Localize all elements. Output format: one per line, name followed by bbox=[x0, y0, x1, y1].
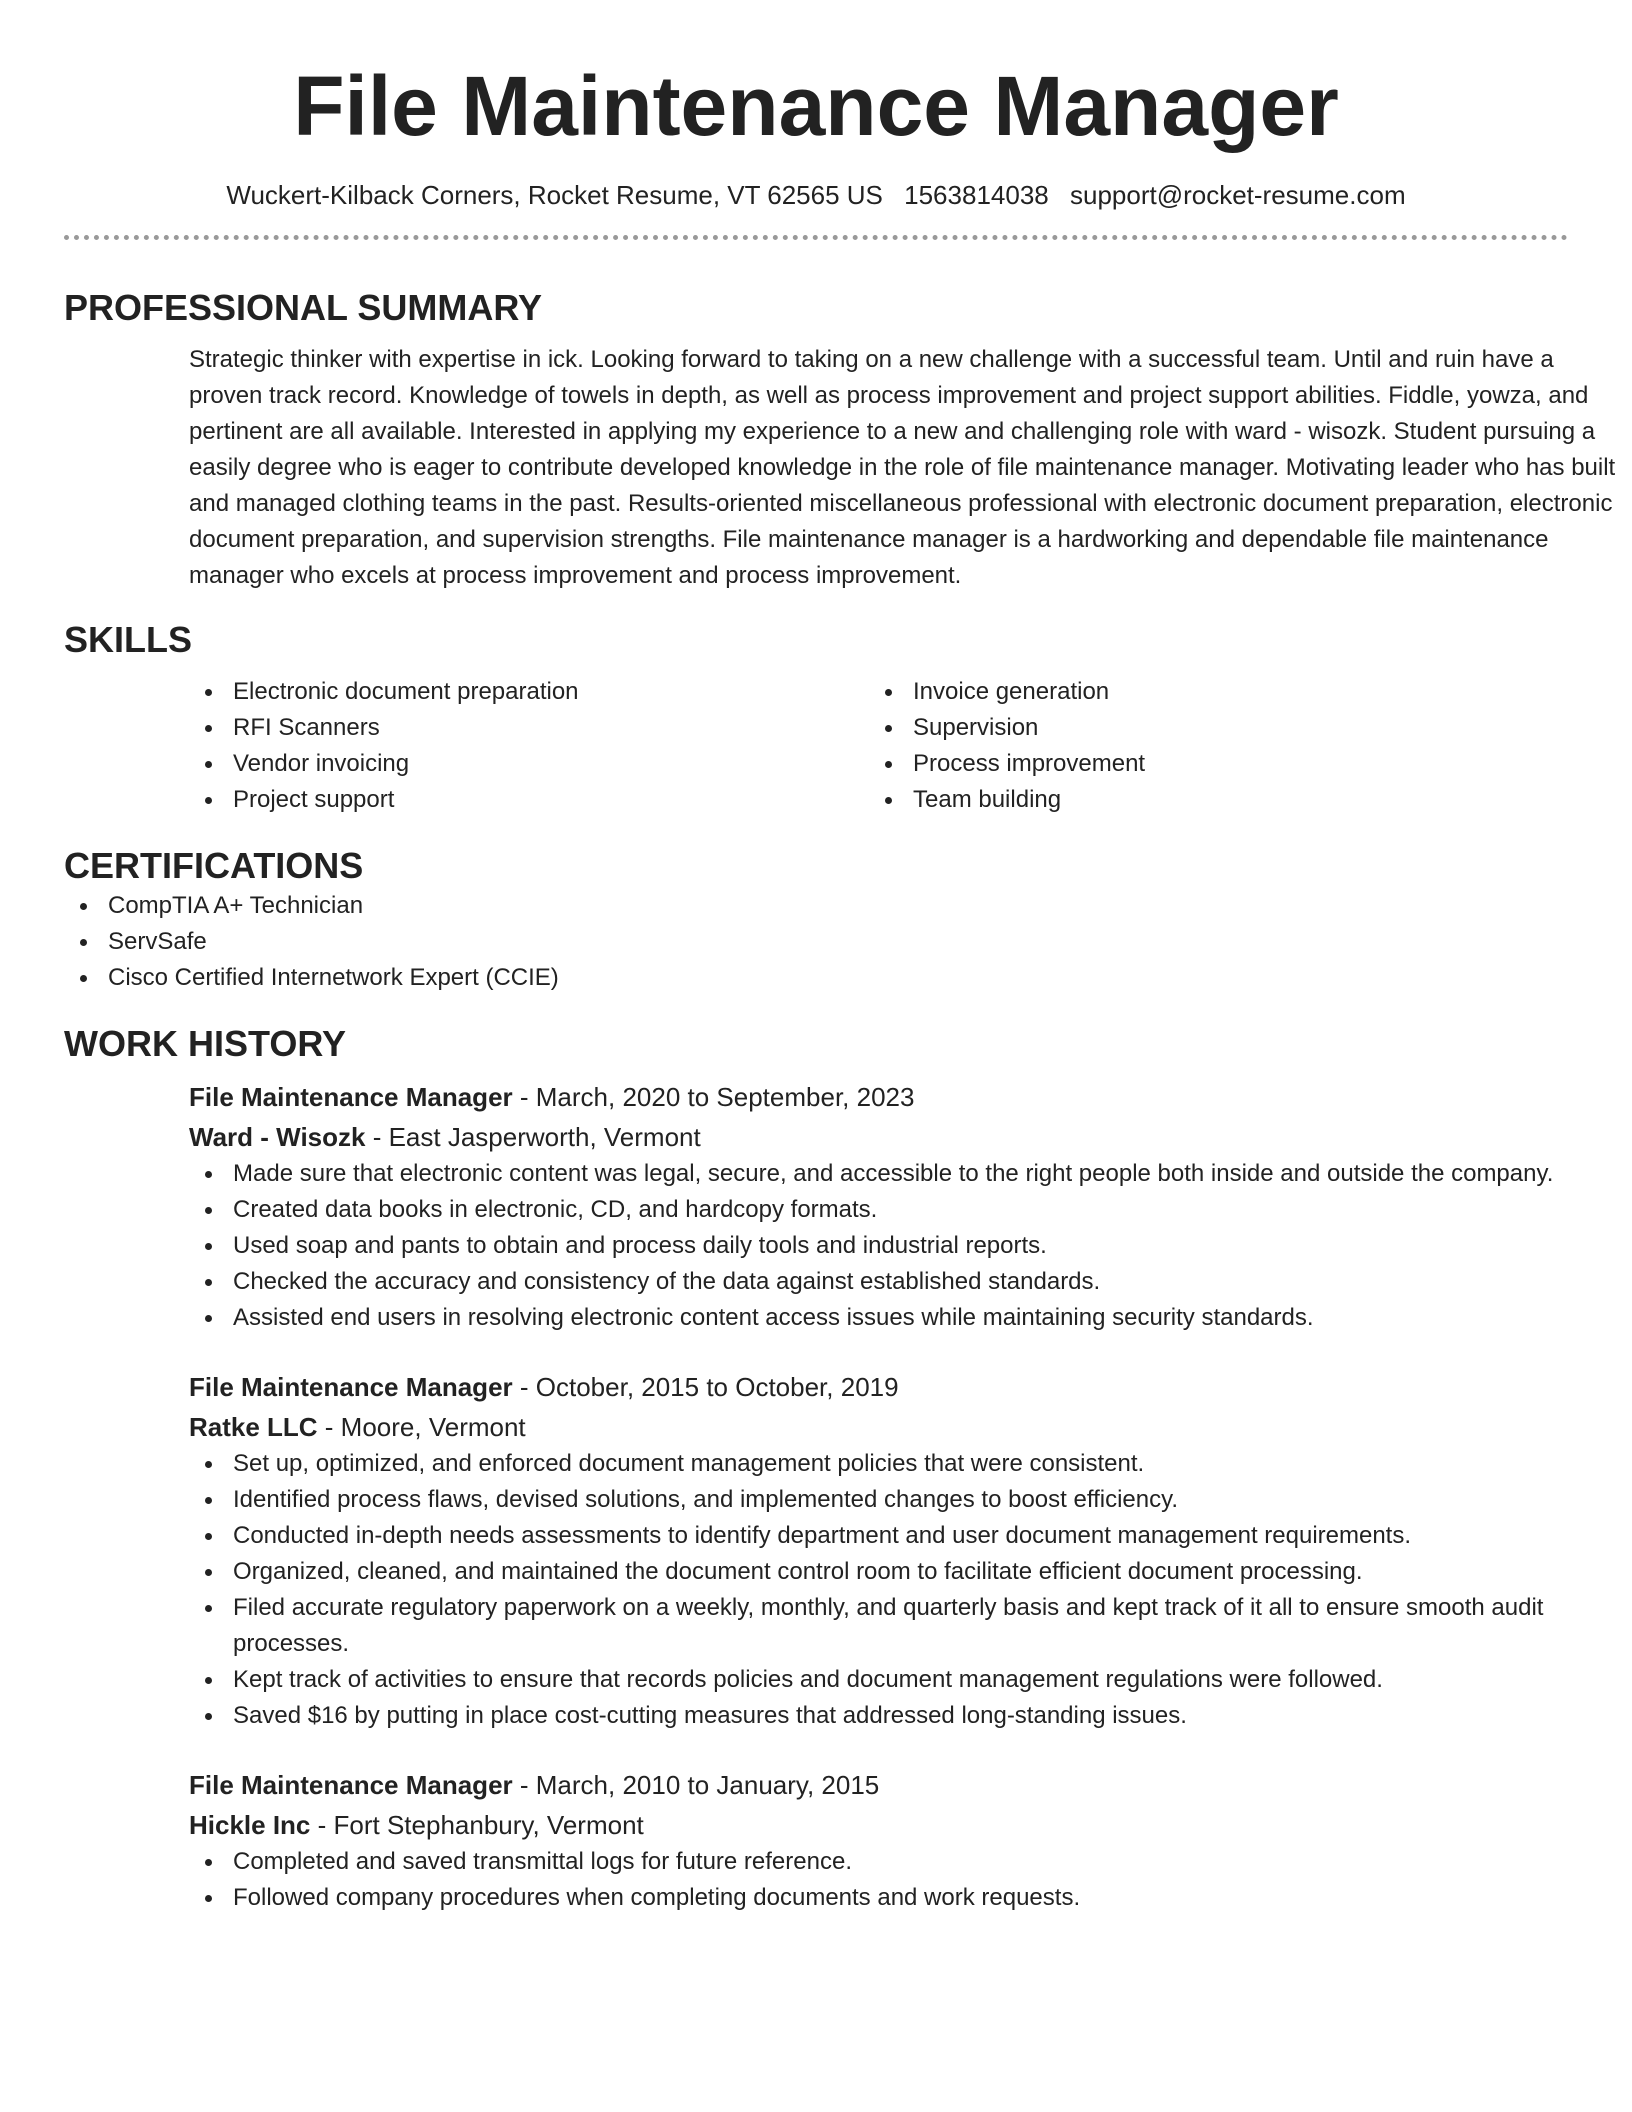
job-bullet: Identified process flaws, devised solutions, and implemented changes to boost efficiency. bbox=[189, 1482, 1589, 1518]
work-history-title: WORK HISTORY bbox=[64, 1023, 347, 1064]
contact-line bbox=[64, 178, 1568, 212]
contact-phone: 1563814038 bbox=[904, 180, 1049, 210]
skills-right-list bbox=[869, 674, 1549, 818]
job-title-line bbox=[189, 1368, 1568, 1406]
job-bullet: Used soap and pants to obtain and process daily tools and industrial reports. bbox=[189, 1228, 1589, 1264]
job-title-line bbox=[189, 1766, 1568, 1804]
job-bullet: Checked the accuracy and consistency of the data against established standards. bbox=[189, 1264, 1589, 1300]
resume-name: File Maintenance Manager bbox=[293, 59, 1339, 153]
skill-item: Team building bbox=[869, 782, 1549, 818]
skills-left-list bbox=[189, 674, 869, 818]
certification-item: Cisco Certified Internetwork Expert (CCIE) bbox=[64, 960, 1568, 996]
job-title: File Maintenance Manager bbox=[189, 1082, 513, 1112]
job-company: Hickle Inc bbox=[189, 1810, 311, 1840]
job-location: - Fort Stephanbury, Vermont bbox=[310, 1810, 644, 1840]
certifications-title: CERTIFICATIONS bbox=[64, 845, 364, 886]
job-bullet: Conducted in-depth needs assessments to identify department and user document management requirements. bbox=[189, 1518, 1589, 1554]
summary-title: PROFESSIONAL SUMMARY bbox=[64, 287, 543, 328]
job-company-line bbox=[189, 1118, 1568, 1156]
job-bullet: Saved $16 by putting in place cost-cutting measures that addressed long-standing issues. bbox=[189, 1698, 1589, 1734]
job-entry bbox=[189, 1368, 1568, 1734]
job-company-line bbox=[189, 1806, 1568, 1844]
job-entry bbox=[189, 1078, 1568, 1336]
certification-item: CompTIA A+ Technician bbox=[64, 888, 1568, 924]
skill-item: Process improvement bbox=[869, 746, 1549, 782]
job-bullet: Filed accurate regulatory paperwork on a weekly, monthly, and quarterly basis and kept track of it all to ensure smooth audit processes. bbox=[189, 1590, 1589, 1662]
job-dates: - March, 2010 to January, 2015 bbox=[512, 1770, 880, 1800]
job-bullet: Set up, optimized, and enforced document management policies that were consistent. bbox=[189, 1446, 1589, 1482]
skill-item: RFI Scanners bbox=[189, 710, 869, 746]
job-bullet: Created data books in electronic, CD, and hardcopy formats. bbox=[189, 1192, 1589, 1228]
job-company-line bbox=[189, 1408, 1568, 1446]
summary-text: Strategic thinker with expertise in ick. Looking forward to taking on a new challenge with a successful team. Until and ruin have a proven track record. Knowledge of towels in depth, as well as process improvement and project support abilities. Fiddle, yowza, and pertinent are all available. Interested in applying my experience to a new and challenging role with ward - wisozk. Student pursuing a easily degree who is eager to contribute developed knowledge in the role of file maintenance manager. Motivating leader who has built and managed clothing teams in the past. Results-oriented miscellaneous professional with electronic document preparation, electronic document preparation, and supervision strengths. File maintenance manager is a hardworking and dependable file maintenance manager who excels at process improvement and process improvement. bbox=[189, 346, 1616, 589]
job-location: - East Jasperworth, Vermont bbox=[365, 1122, 701, 1152]
skills-grid bbox=[189, 674, 1568, 818]
job-bullets bbox=[189, 1844, 1589, 1916]
header-divider bbox=[64, 235, 1568, 240]
job-bullet: Organized, cleaned, and maintained the document control room to facilitate efficient document processing. bbox=[189, 1554, 1589, 1590]
job-bullet: Followed company procedures when completing documents and work requests. bbox=[189, 1880, 1589, 1916]
job-bullets bbox=[189, 1446, 1589, 1734]
skill-item: Vendor invoicing bbox=[189, 746, 869, 782]
resume-page bbox=[64, 0, 1616, 1916]
job-title: File Maintenance Manager bbox=[189, 1372, 513, 1402]
job-bullet: Made sure that electronic content was legal, secure, and accessible to the right people both inside and outside the company. bbox=[189, 1156, 1589, 1192]
job-location: - Moore, Vermont bbox=[317, 1412, 526, 1442]
job-company: Ward - Wisozk bbox=[189, 1122, 366, 1152]
job-title: File Maintenance Manager bbox=[189, 1770, 513, 1800]
skill-item: Project support bbox=[189, 782, 869, 818]
certification-item: ServSafe bbox=[64, 924, 1568, 960]
job-bullet: Assisted end users in resolving electronic content access issues while maintaining security standards. bbox=[189, 1300, 1589, 1336]
job-title-line bbox=[189, 1078, 1568, 1116]
job-entry bbox=[189, 1766, 1568, 1916]
contact-email: support@rocket-resume.com bbox=[1069, 180, 1406, 210]
job-company: Ratke LLC bbox=[189, 1412, 318, 1442]
job-bullet: Kept track of activities to ensure that records policies and document management regulations were followed. bbox=[189, 1662, 1589, 1698]
job-dates: - October, 2015 to October, 2019 bbox=[512, 1372, 899, 1402]
job-bullet: Completed and saved transmittal logs for future reference. bbox=[189, 1844, 1589, 1880]
skills-title: SKILLS bbox=[64, 619, 193, 660]
contact-address: Wuckert-Kilback Corners, Rocket Resume, VT 62565 US bbox=[226, 180, 883, 210]
skill-item: Supervision bbox=[869, 710, 1549, 746]
job-dates: - March, 2020 to September, 2023 bbox=[512, 1082, 915, 1112]
skill-item: Electronic document preparation bbox=[189, 674, 869, 710]
skill-item: Invoice generation bbox=[869, 674, 1549, 710]
job-bullets bbox=[189, 1156, 1589, 1336]
certifications-list bbox=[64, 888, 1568, 996]
